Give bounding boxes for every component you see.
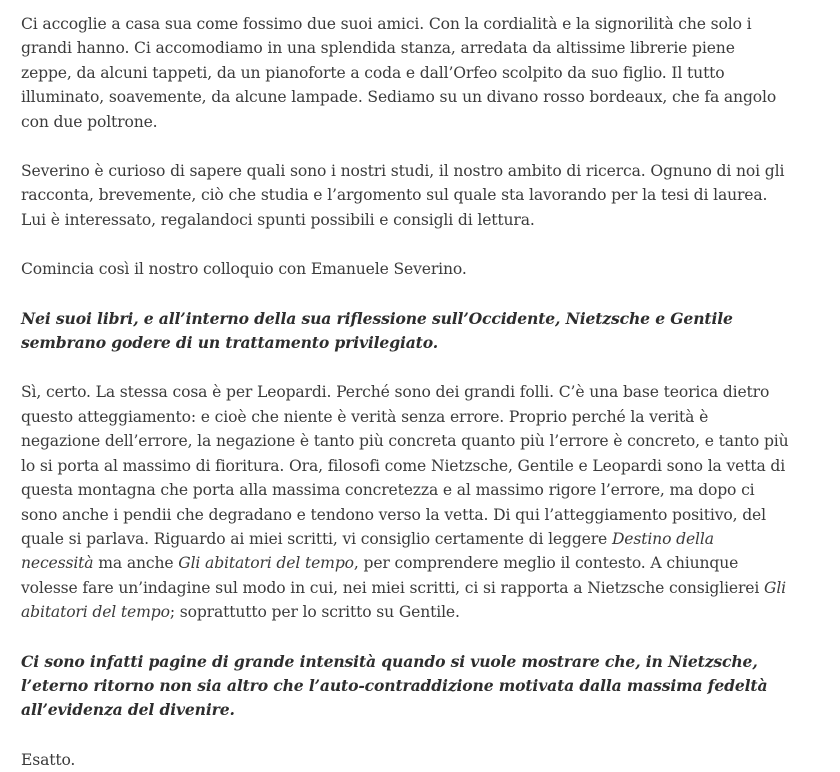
answer-1-text-part-3: , per comprendere meglio il contesto. A chiunque volesse fare un’indagine sul modo in cui, nei miei scritti, ci si rapporta a Nietzsche consiglierei [21,554,765,597]
book-title-destino-della-necessita: Destino della necessità [21,529,714,573]
interview-answer-1 [21,380,790,624]
paragraph-intro: Ci accoglie a casa sua come fossimo due suoi amici. Con la cordialità e la signorilità che solo i grandi hanno. Ci accomodiamo in una splendida stanza, arredata da altissime librerie piene zeppe, da alcuni tappeti, da un pianoforte a coda e dall’Orfeo scolpito da suo figlio. Il tutto illuminato, soavemente, da alcune lampade. Sediamo su un divano rosso bordeaux, che fa angolo con due poltrone. [21,15,777,131]
interview-question-2: Ci sono infatti pagine di grande intensità quando si vuole mostrare che, in Nietzsche, l’eterno ritorno non sia altro che l’auto-contraddizione motivata dalla massima fedeltà all’evidenza del divenire. [21,651,768,720]
answer-1-text-part-1: Sì, certo. La stessa cosa è per Leopardi. Perché sono dei grandi folli. C’è una base teorica dietro questo atteggiamento: e cioè che niente è verità senza errore. Proprio perché la verità è negazione dell’errore, la negazione è tanto più concreta quanto più l’errore è concreto, e tanto più lo si porta al massimo di fioritura. Ora, filosofi come Nietzsche, Gentile e Leopardi sono la vetta di questa montagna che porta alla massima concretezza e al massimo rigore l’errore, ma dopo ci sono anche i pendii che degradano e tendono verso la vetta. Di qui l’atteggiamento positivo, del quale si parlava. Riguardo ai miei scritti, vi consiglio certamente di leggere [21,383,789,548]
answer-1-text-part-4: ; soprattutto per lo scritto su Gentile. [169,603,460,622]
paragraph-studies: Severino è curioso di sapere quali sono i nostri studi, il nostro ambito di ricerca. Ognuno di noi gli racconta, brevemente, ciò che studia e l’argomento sul quale sta lavorando per la tesi di laurea. Lui è interessato, regalandoci spunti possibili e consigli di lettura. [21,162,785,229]
interview-answer-2: Esatto. [21,750,76,769]
answer-1-text-part-2: ma anche [93,554,179,573]
book-title-gli-abitatori-del-tempo-2: Gli abitatori del tempo [21,578,787,622]
book-title-gli-abitatori-del-tempo: Gli abitatori del tempo [178,554,354,573]
interview-question-1: Nei suoi libri, e all’interno della sua riflessione sull’Occidente, Nietzsche e Gentile sembrano godere di un trattamento privilegiato. [21,308,733,353]
paragraph-interview-start: Comincia così il nostro colloquio con Emanuele Severino. [21,260,467,279]
